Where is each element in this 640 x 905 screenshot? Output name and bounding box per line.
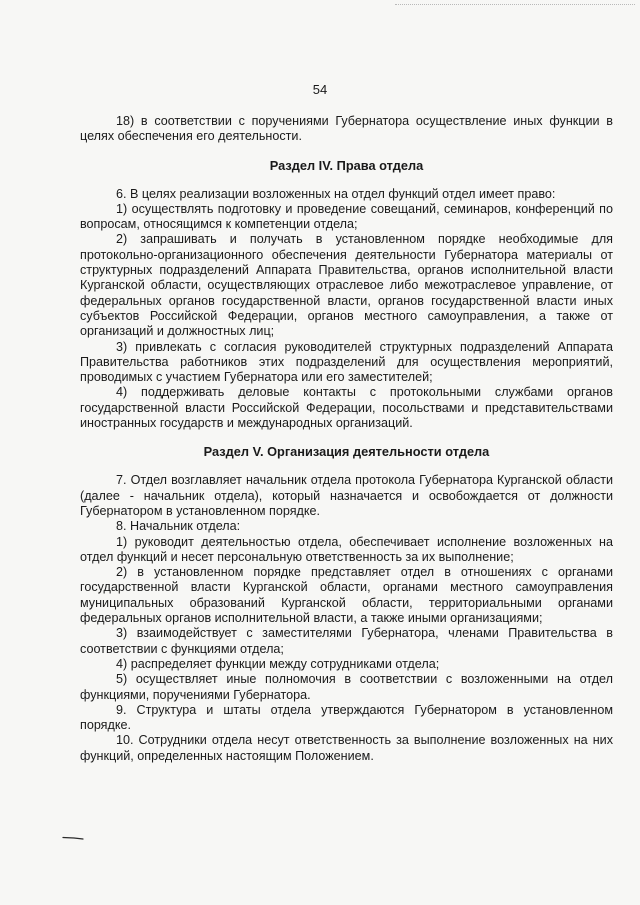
section-5-paragraph-8-4: 4) распределяет функции между сотрудниками отдела; [116, 656, 440, 671]
section-5-paragraph-8-1: 1) руководит деятельностью отдела, обеспечивает исполнение возложенных на отдел функций и несет персональную ответственность за их выполнение; [80, 534, 613, 564]
section-4-paragraph-intro: 6. В целях реализации возложенных на отдел функций отдел имеет право: [116, 186, 556, 201]
section-5-heading: Раздел V. Организация деятельности отдела [203, 444, 490, 460]
section-4-paragraph-3: 3) привлекать с согласия руководителей структурных подразделений Аппарата Правительства работников этих подразделений для осуществления мероприятий, проводимых с участием Губернатора или его заместителей; [80, 339, 613, 385]
section-5-paragraph-8-3: 3) взаимодействует с заместителями Губернатора, членами Правительства в соответствии с функциями отдела; [80, 626, 613, 656]
section-5-paragraph-8: 8. Начальник отдела: [116, 519, 241, 534]
section-4-paragraph-2: 2) запрашивать и получать в установленном порядке необходимые для протокольно-организационного обеспечения деятельности Губернатора материалы от структурных подразделений Аппарата Правительства, органов исполнительной власти Курганской области, осуществляющих отраслевое либо межотраслевое управление, от федеральных органов государственной власти, органов государственной власти иных субъектов Российской Федерации, органов местного самоуправления, а также от организаций и должностных лиц; [80, 232, 613, 339]
page-number: 54 [312, 82, 328, 97]
section-5-paragraph-8-2: 2) в установленном порядке представляет отдел в отношениях с органами государственной власти Курганской области, органами местного самоуправления муниципальных образований Курганской области, территориальными органами федеральных органов исполнительной власти, а также иными организациями; [80, 565, 613, 626]
document-body [80, 114, 613, 764]
section-5-paragraph-9: 9. Структура и штаты отдела утверждаются Губернатором в установленном порядке. [80, 702, 613, 733]
pen-stroke-mark [62, 836, 84, 840]
section-4-heading: Раздел IV. Права отдела [269, 157, 424, 173]
paragraph-item-18: 18) в соответствии с поручениями Губернатора осуществление иных функции в целях обеспечения его деятельности. [80, 114, 613, 144]
section-4-paragraph-4: 4) поддерживать деловые контакты с протокольными службами органов государственной власти Российской Федерации, посольствами и представительствами иностранных государств и международных организаций. [80, 385, 613, 431]
scan-artifact-top [395, 4, 635, 7]
section-5-paragraph-10: 10. Сотрудники отдела несут ответственность за выполнение возложенных на них функций, определенных настоящим Положением. [80, 733, 613, 763]
section-5-paragraph-8-5: 5) осуществляет иные полномочия в соответствии с возложенными на отдел функциями, поручениями Губернатора. [80, 672, 613, 702]
section-4-paragraph-1: 1) осуществлять подготовку и проведение совещаний, семинаров, конференций по вопросам, относящимся к компетенции отдела; [80, 201, 613, 232]
section-5-paragraph-7: 7. Отдел возглавляет начальник отдела протокола Губернатора Курганской области (далее - начальник отдела), который назначается и освобождается от должности Губернатором в установленном порядке. [80, 473, 613, 518]
